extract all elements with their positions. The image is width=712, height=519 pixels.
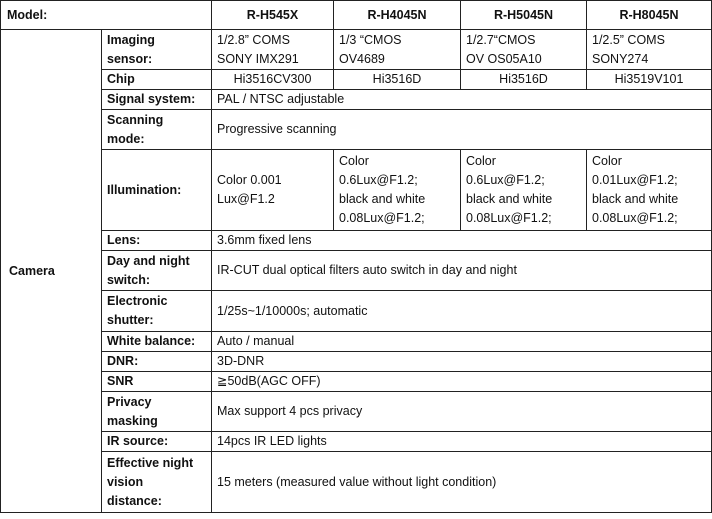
lens-value: 3.6mm fixed lens bbox=[212, 231, 712, 251]
chip-value: Hi3519V101 bbox=[587, 70, 712, 90]
chip-value: Hi3516D bbox=[334, 70, 461, 90]
illumination-value: Color 0.01Lux@F1.2; black and white 0.08Lux@F1.2; bbox=[587, 150, 712, 231]
privacy-label: Privacy masking bbox=[102, 392, 212, 432]
dnr-value: 3D-DNR bbox=[212, 352, 712, 372]
snr-value: ≧50dB(AGC OFF) bbox=[212, 372, 712, 392]
ir-source-row bbox=[1, 432, 712, 452]
snr-label: SNR bbox=[102, 372, 212, 392]
imaging-sensor-value: 1/2.8” COMS SONY IMX291 bbox=[212, 30, 334, 70]
illumination-value: Color 0.6Lux@F1.2; black and white 0.08Lux@F1.2; bbox=[334, 150, 461, 231]
model-label: Model: bbox=[1, 1, 212, 30]
dnr-row bbox=[1, 352, 712, 372]
imaging-sensor-value: 1/2.7“CMOS OV OS05A10 bbox=[461, 30, 587, 70]
camera-section-label: Camera bbox=[1, 30, 102, 513]
illumination-value: Color 0.6Lux@F1.2; black and white 0.08Lux@F1.2; bbox=[461, 150, 587, 231]
day-night-value: IR-CUT dual optical filters auto switch in day and night bbox=[212, 251, 712, 291]
shutter-label: Electronic shutter: bbox=[102, 291, 212, 332]
scanning-mode-value: Progressive scanning bbox=[212, 110, 712, 150]
privacy-row bbox=[1, 392, 712, 432]
snr-row bbox=[1, 372, 712, 392]
chip-row bbox=[1, 70, 712, 90]
imaging-sensor-value: 1/3 “CMOS OV4689 bbox=[334, 30, 461, 70]
dnr-label: DNR: bbox=[102, 352, 212, 372]
chip-label: Chip bbox=[102, 70, 212, 90]
chip-value: Hi3516CV300 bbox=[212, 70, 334, 90]
model-name: R-H4045N bbox=[334, 1, 461, 30]
illumination-row bbox=[1, 150, 712, 231]
white-balance-row bbox=[1, 332, 712, 352]
white-balance-value: Auto / manual bbox=[212, 332, 712, 352]
model-name: R-H5045N bbox=[461, 1, 587, 30]
scanning-mode-label: Scanning mode: bbox=[102, 110, 212, 150]
white-balance-label: White balance: bbox=[102, 332, 212, 352]
day-night-label: Day and night switch: bbox=[102, 251, 212, 291]
imaging-sensor-label: Imaging sensor: bbox=[102, 30, 212, 70]
illumination-value: Color 0.001 Lux@F1.2 bbox=[212, 150, 334, 231]
ir-source-value: 14pcs IR LED lights bbox=[212, 432, 712, 452]
night-vision-value: 15 meters (measured value without light condition) bbox=[212, 452, 712, 513]
privacy-value: Max support 4 pcs privacy bbox=[212, 392, 712, 432]
lens-label: Lens: bbox=[102, 231, 212, 251]
model-name: R-H8045N bbox=[587, 1, 712, 30]
night-vision-row bbox=[1, 452, 712, 513]
shutter-value: 1/25s~1/10000s; automatic bbox=[212, 291, 712, 332]
signal-system-label: Signal system: bbox=[102, 90, 212, 110]
imaging-sensor-row bbox=[1, 30, 712, 70]
signal-system-row bbox=[1, 90, 712, 110]
ir-source-label: IR source: bbox=[102, 432, 212, 452]
lens-row bbox=[1, 231, 712, 251]
night-vision-label: Effective night vision distance: bbox=[102, 452, 212, 513]
model-name: R-H545X bbox=[212, 1, 334, 30]
header-row bbox=[1, 1, 712, 30]
signal-system-value: PAL / NTSC adjustable bbox=[212, 90, 712, 110]
imaging-sensor-value: 1/2.5” COMS SONY274 bbox=[587, 30, 712, 70]
scanning-mode-row bbox=[1, 110, 712, 150]
chip-value: Hi3516D bbox=[461, 70, 587, 90]
illumination-label: Illumination: bbox=[102, 150, 212, 231]
day-night-row bbox=[1, 251, 712, 291]
shutter-row bbox=[1, 291, 712, 332]
